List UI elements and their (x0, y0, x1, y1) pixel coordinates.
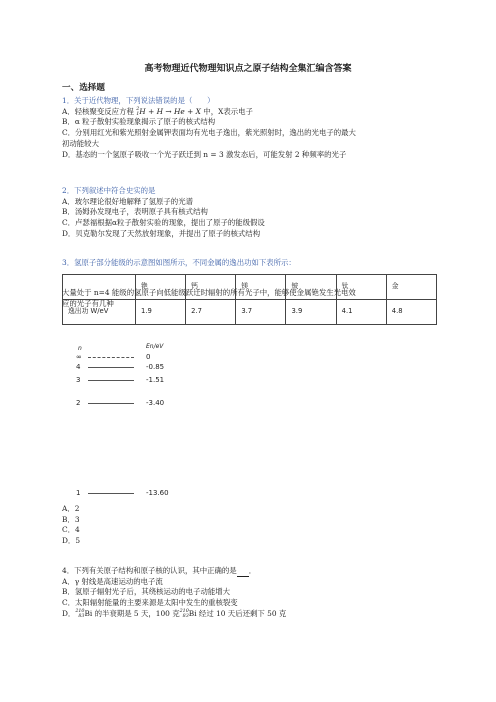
q2-option-b: B．汤姆孙发现电子，表明原子具有核式结构 (62, 207, 208, 217)
q3-option-d: D．5 (62, 536, 81, 546)
level-energy-label: -3.40 (146, 399, 165, 407)
question-2 (62, 186, 437, 240)
q2-option-a: A．玻尔理论很好地解释了氢原子的光谱 (62, 196, 193, 206)
q1-option-c-line1: C．分别用红光和紫光照射金属钾表面均有光电子逸出，紫光照射时，逸出的光电子的最大 (62, 128, 356, 138)
q1-option-a (62, 107, 437, 118)
energy-level-line (88, 403, 134, 404)
level-energy-label: -0.85 (146, 363, 165, 371)
energy-level-line (88, 357, 134, 358)
table-header-cell: 钛 (336, 275, 386, 300)
table-cell: 4.1 (336, 300, 386, 325)
table-header-cell: 铍 (286, 275, 336, 300)
q3-option-a: A．2 (62, 504, 80, 513)
q4-stem (62, 566, 437, 577)
q4-stem-end: ． (248, 566, 257, 575)
q1-stem: 1．关于近代物理，下列说法错误的是（ ） (62, 96, 215, 105)
question-3-body (62, 288, 437, 309)
table-cell: 4.8 (386, 300, 436, 325)
table-cell: 2.7 (186, 300, 236, 325)
level-energy-label: -13.60 (146, 489, 169, 497)
answer-blank (237, 568, 249, 577)
q2-option-c: C．卢瑟福根据α粒子散射实验的现象，提出了原子的能级假设 (62, 218, 265, 228)
q2-option-d: D．贝克勒尔发现了天然放射现象，并提出了原子的核式结构 (62, 228, 261, 238)
q3-stem: 3．氢原子部分能级的示意图如图所示，不同金属的逸出功如下表所示： (62, 258, 296, 267)
q4-option-b: B．氢原子辐射光子后，其绕核运动的电子动能增大 (62, 587, 231, 597)
level-n-label: ∞ (76, 353, 82, 361)
document-title: 高考物理近代物理知识点之原子结构全集汇编含答案 (144, 64, 352, 74)
level-n-label: 3 (76, 376, 81, 384)
level-n-label: 1 (76, 489, 81, 497)
q1-option-c-line2: 初动能较大 (62, 138, 99, 148)
question-1 (62, 96, 437, 160)
q4-option-d (62, 609, 437, 620)
q4-stem-text: 4．下列有关原子结构和原子核的认识，其中正确的是 (62, 566, 237, 575)
table-header-cell: 钙 (186, 275, 236, 300)
energy-level-line (88, 493, 134, 494)
table-cell: 3.7 (236, 300, 286, 325)
q4-option-a: A．γ 射线是高速运动的电子流 (62, 576, 163, 586)
energy-level-diagram (76, 345, 186, 515)
question-3-stem (62, 258, 437, 269)
q3-option-c: C．4 (62, 525, 80, 535)
bismuth-isotope: 210 83 (179, 608, 189, 619)
diagram-energy-header: En/eV (146, 343, 164, 350)
level-n-label: 2 (76, 399, 81, 407)
question-3-options (62, 504, 437, 547)
energy-level-line (88, 367, 134, 368)
bismuth-isotope: 210 83 (75, 608, 85, 619)
q3-option-b: B．3 (62, 514, 80, 524)
q3-prompt-line2: 应的光子有几种 (62, 298, 114, 308)
section-heading: 一、选择题 (62, 83, 105, 93)
q1-option-b: B．α 粒子散射实验现象揭示了原子的核式结构 (62, 117, 216, 127)
q1-option-d: D．基态的一个氢原子吸收一个光子跃迁到 n = 3 激发态后，可能发射 2 种频率的光子 (62, 149, 347, 159)
q4-option-d-text2: Bi 经过 10 天后还剩下 50 克 (188, 608, 287, 618)
table-header-cell: 镁 (236, 275, 286, 300)
question-4 (62, 566, 437, 620)
q1-option-a-suffix: 中，X表示电子 (203, 106, 253, 116)
energy-level-line (88, 380, 134, 381)
q4-option-c: C．太阳辐射能量的主要来源是太阳中发生的重核裂变 (62, 598, 238, 608)
q4-option-d-text1: Bi 的半衰期是 5 天，100 克 (84, 608, 180, 618)
table-header-cell: 铯 (136, 275, 186, 300)
level-n-label: 4 (76, 363, 81, 371)
q3-prompt-line1: 大量处于 n=4 能级的氢原子向低能级跃迁时辐射的所有光子中，能够使金属铯发生光电效 (62, 288, 356, 297)
table-cell-label: 逸出功 W/eV (63, 300, 136, 325)
table-cell: 3.9 (286, 300, 336, 325)
q1-option-a-prefix: A．轻核聚变反应方程 (62, 106, 134, 116)
diagram-n-header: n (78, 345, 82, 352)
table-cell: 1.9 (136, 300, 186, 325)
q1-fusion-equation: 2 1H + H → He + X (136, 106, 201, 117)
q4-option-d-prefix: D． (62, 608, 76, 618)
level-energy-label: 0 (146, 353, 151, 361)
level-energy-label: -1.51 (146, 376, 165, 384)
table-header-cell: 金 (386, 275, 436, 300)
q2-stem: 2．下列叙述中符合史实的是 (62, 186, 156, 195)
